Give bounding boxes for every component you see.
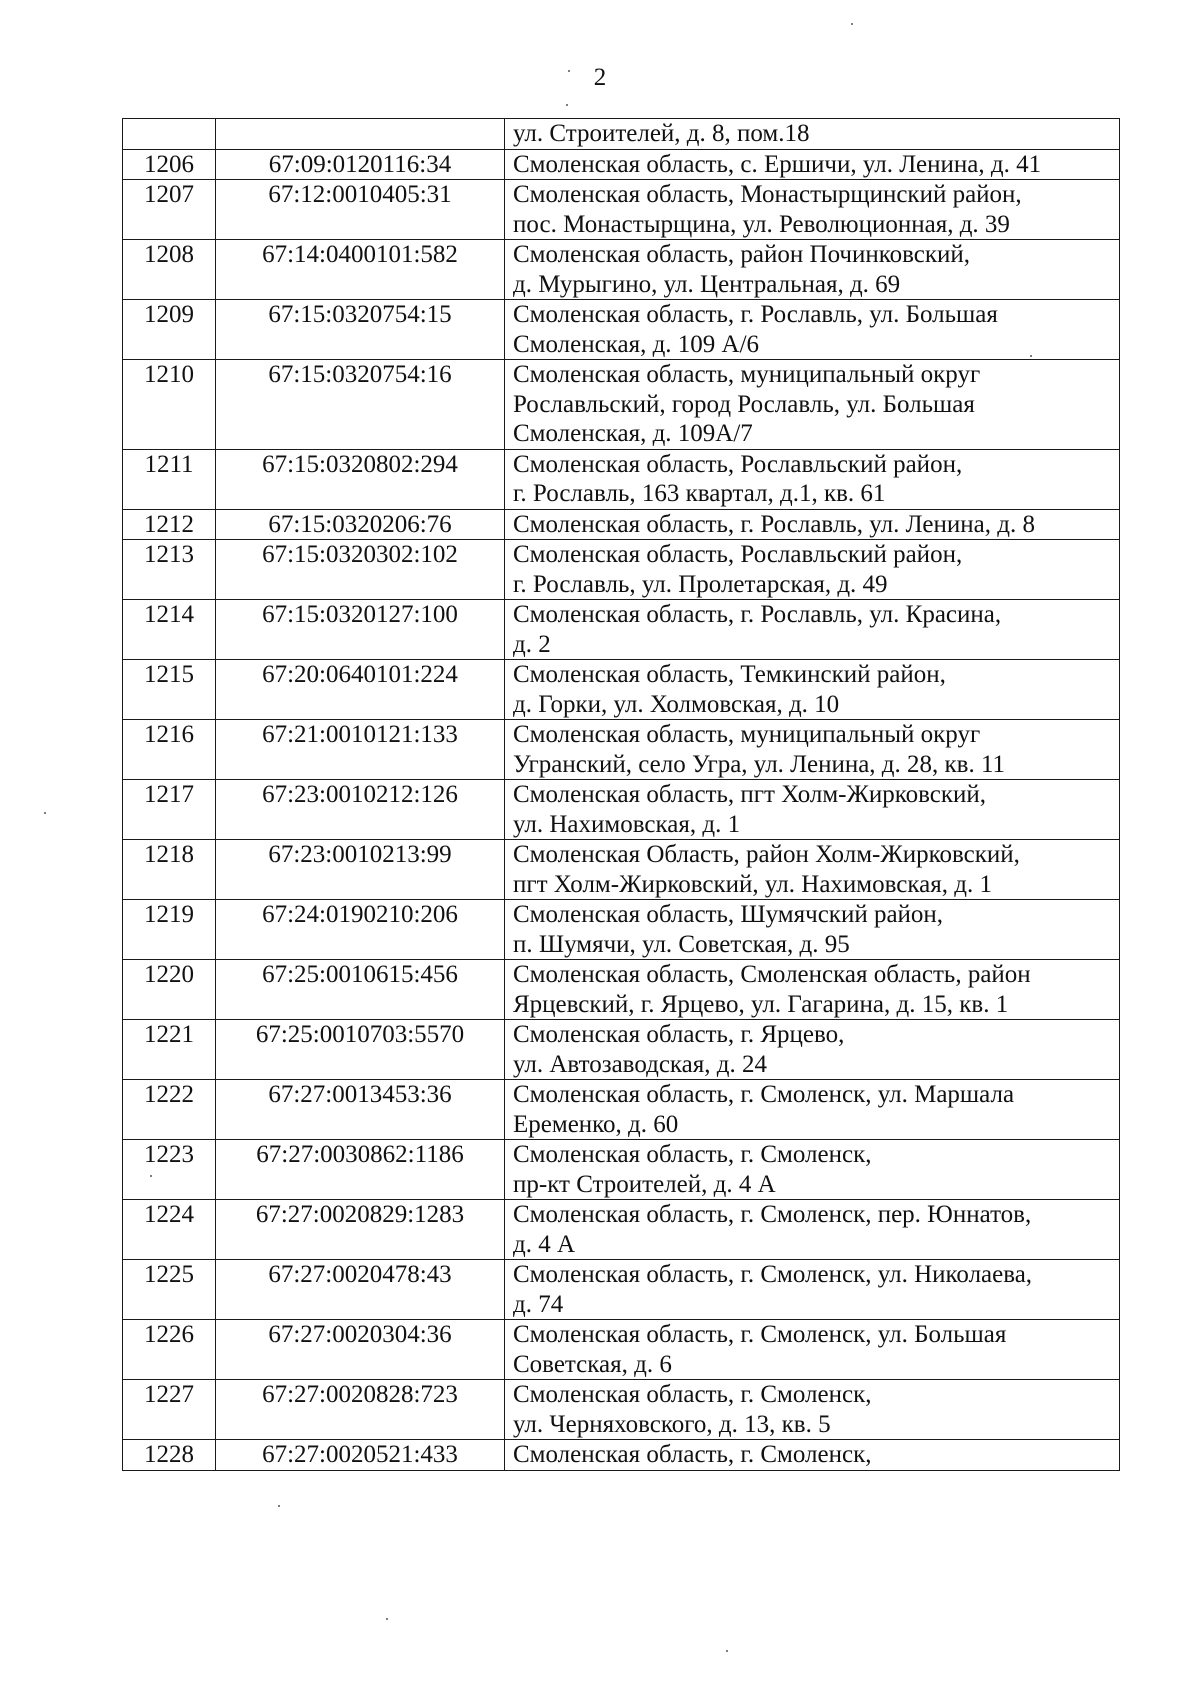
- table-row: [123, 540, 1120, 600]
- cadastral-number-cell: 67:27:0020478:43: [216, 1260, 505, 1320]
- address-line: п. Шумячи, ул. Советская, д. 95: [513, 930, 850, 958]
- address-line: пр-кт Строителей, д. 4 А: [513, 1170, 776, 1198]
- row-number-cell: 1222: [123, 1080, 216, 1140]
- registry-table: [122, 118, 1120, 1471]
- address-cell: [505, 1440, 1120, 1471]
- address-cell: [505, 1320, 1120, 1380]
- address-cell: [505, 1200, 1120, 1260]
- address-line: Смоленская область, Монастырщинский район,: [513, 181, 1022, 208]
- address-line: Смоленская, д. 109 А/6: [513, 330, 760, 358]
- row-number-cell: 1224: [123, 1200, 216, 1260]
- scan-speck: [1030, 355, 1032, 357]
- address-cell: [505, 960, 1120, 1020]
- cadastral-number-cell: [216, 119, 505, 150]
- table-row: [123, 780, 1120, 840]
- address-line: Смоленская область, район Починковский,: [513, 241, 971, 268]
- row-number-cell: 1214: [123, 600, 216, 660]
- row-number-cell: 1227: [123, 1380, 216, 1440]
- row-number-cell: 1213: [123, 540, 216, 600]
- address-cell: [505, 720, 1120, 780]
- address-line: Смоленская область, г. Рославль, ул. Ленина, д. 8: [513, 510, 1035, 538]
- table-row: [123, 1320, 1120, 1380]
- table-row: [123, 1200, 1120, 1260]
- address-line: Смоленская область, пгт Холм-Жирковский,: [513, 781, 987, 808]
- scan-speck: [386, 1618, 388, 1620]
- address-cell: [505, 149, 1120, 180]
- cadastral-number-cell: 67:27:0030862:1186: [216, 1140, 505, 1200]
- scan-speck: [44, 812, 46, 814]
- cadastral-number-cell: 67:27:0013453:36: [216, 1080, 505, 1140]
- address-line: Смоленская область, г. Смоленск, ул. Николаева,: [513, 1261, 1033, 1288]
- address-cell: [505, 660, 1120, 720]
- row-number-cell: 1206: [123, 149, 216, 180]
- address-line: д. Горки, ул. Холмовская, д. 10: [513, 690, 840, 718]
- address-line: Ярцевский, г. Ярцево, ул. Гагарина, д. 15, кв. 1: [513, 990, 1009, 1018]
- address-cell: [505, 1020, 1120, 1080]
- scan-speck: [150, 1175, 152, 1177]
- row-number-cell: 1225: [123, 1260, 216, 1320]
- row-number-cell: [123, 119, 216, 150]
- table-row: [123, 300, 1120, 360]
- table-row: [123, 660, 1120, 720]
- address-line: г. Рославль, 163 квартал, д.1, кв. 61: [513, 480, 886, 507]
- address-line: Смоленская область, с. Ершичи, ул. Ленина, д. 41: [513, 150, 1042, 178]
- address-line: Смоленская область, муниципальный округ: [513, 361, 981, 388]
- row-number-cell: 1215: [123, 660, 216, 720]
- row-number-cell: 1218: [123, 840, 216, 900]
- table-row: [123, 1080, 1120, 1140]
- table-row: [123, 840, 1120, 900]
- address-line: Советская, д. 6: [513, 1350, 672, 1378]
- cadastral-number-cell: 67:23:0010213:99: [216, 840, 505, 900]
- address-line: Смоленская область, Темкинский район,: [513, 661, 946, 688]
- address-line: Смоленская область, г. Смоленск,: [513, 1381, 872, 1408]
- address-cell: [505, 119, 1120, 150]
- table-row: [123, 119, 1120, 150]
- table-row: [123, 240, 1120, 300]
- scan-speck: [726, 1650, 728, 1652]
- cadastral-number-cell: 67:15:0320302:102: [216, 540, 505, 600]
- cadastral-number-cell: 67:15:0320754:15: [216, 300, 505, 360]
- cadastral-number-cell: 67:23:0010212:126: [216, 780, 505, 840]
- table-row: [123, 900, 1120, 960]
- address-line: Смоленская область, г. Ярцево,: [513, 1021, 845, 1048]
- address-cell: [505, 1260, 1120, 1320]
- row-number-cell: 1219: [123, 900, 216, 960]
- table-row: [123, 509, 1120, 540]
- address-line: Рославльский, город Рославль, ул. Большая: [513, 390, 975, 418]
- address-cell: [505, 600, 1120, 660]
- address-line: ул. Строителей, д. 8, пом.18: [513, 120, 810, 147]
- cadastral-number-cell: 67:12:0010405:31: [216, 180, 505, 240]
- table-row: [123, 1140, 1120, 1200]
- row-number-cell: 1216: [123, 720, 216, 780]
- address-line: Смоленская область, Рославльский район,: [513, 541, 963, 568]
- table-row: [123, 360, 1120, 450]
- address-line: Смоленская область, г. Смоленск, пер. Юннатов,: [513, 1201, 1032, 1228]
- address-line: Еременко, д. 60: [513, 1110, 679, 1138]
- address-line: Смоленская область, муниципальный округ: [513, 721, 981, 748]
- address-cell: [505, 449, 1120, 509]
- row-number-cell: 1208: [123, 240, 216, 300]
- address-line: Смоленская область, г. Рославль, ул. Большая: [513, 301, 998, 328]
- address-cell: [505, 780, 1120, 840]
- table-row: [123, 449, 1120, 509]
- table-row: [123, 1380, 1120, 1440]
- address-cell: [505, 360, 1120, 450]
- address-cell: [505, 300, 1120, 360]
- table-row: [123, 180, 1120, 240]
- page-number: 2: [593, 64, 607, 91]
- registry-table-body: [123, 119, 1120, 1471]
- row-number-cell: 1211: [123, 449, 216, 509]
- table-row: [123, 720, 1120, 780]
- table-row: [123, 600, 1120, 660]
- address-line: Угранский, село Угра, ул. Ленина, д. 28, кв. 11: [513, 750, 1006, 778]
- address-line: Смоленская область, г. Смоленск,: [513, 1141, 872, 1168]
- cadastral-number-cell: 67:09:0120116:34: [216, 149, 505, 180]
- row-number-cell: 1210: [123, 360, 216, 450]
- cadastral-number-cell: 67:24:0190210:206: [216, 900, 505, 960]
- address-line: Смоленская область, г. Рославль, ул. Красина,: [513, 601, 1002, 628]
- address-line: ул. Нахимовская, д. 1: [513, 810, 741, 838]
- cadastral-number-cell: 67:14:0400101:582: [216, 240, 505, 300]
- address-cell: [505, 540, 1120, 600]
- cadastral-number-cell: 67:27:0020829:1283: [216, 1200, 505, 1260]
- table-row: [123, 1260, 1120, 1320]
- row-number-cell: 1209: [123, 300, 216, 360]
- table-row: [123, 1440, 1120, 1471]
- address-line: пгт Холм-Жирковский, ул. Нахимовская, д. 1: [513, 870, 992, 898]
- address-line: г. Рославль, ул. Пролетарская, д. 49: [513, 570, 888, 598]
- cadastral-number-cell: 67:27:0020828:723: [216, 1380, 505, 1440]
- address-cell: [505, 180, 1120, 240]
- row-number-cell: 1223: [123, 1140, 216, 1200]
- address-line: д. 2: [513, 630, 551, 658]
- address-line: д. 4 А: [513, 1230, 576, 1258]
- address-line: ул. Черняховского, д. 13, кв. 5: [513, 1410, 831, 1438]
- row-number-cell: 1221: [123, 1020, 216, 1080]
- cadastral-number-cell: 67:27:0020521:433: [216, 1440, 505, 1471]
- row-number-cell: 1226: [123, 1320, 216, 1380]
- address-line: Смоленская область, Смоленская область, район: [513, 961, 1031, 988]
- address-line: Смоленская область, г. Смоленск,: [513, 1441, 872, 1468]
- scan-speck: [278, 1505, 280, 1507]
- scan-speck: [568, 70, 570, 72]
- address-line: Смоленская область, г. Смоленск, ул. Большая: [513, 1321, 1007, 1348]
- cadastral-number-cell: 67:21:0010121:133: [216, 720, 505, 780]
- row-number-cell: 1228: [123, 1440, 216, 1471]
- scan-speck: [566, 104, 568, 106]
- address-cell: [505, 1140, 1120, 1200]
- address-line: д. Мурыгино, ул. Центральная, д. 69: [513, 270, 901, 298]
- cadastral-number-cell: 67:15:0320206:76: [216, 509, 505, 540]
- address-cell: [505, 1080, 1120, 1140]
- cadastral-number-cell: 67:25:0010703:5570: [216, 1020, 505, 1080]
- address-line: д. 74: [513, 1290, 564, 1318]
- row-number-cell: 1207: [123, 180, 216, 240]
- cadastral-number-cell: 67:20:0640101:224: [216, 660, 505, 720]
- table-row: [123, 149, 1120, 180]
- row-number-cell: 1220: [123, 960, 216, 1020]
- address-line: ул. Автозаводская, д. 24: [513, 1050, 767, 1078]
- address-line: Смоленская Область, район Холм-Жирковский,: [513, 841, 1020, 868]
- address-line: Смоленская область, г. Смоленск, ул. Маршала: [513, 1081, 1015, 1108]
- row-number-cell: 1217: [123, 780, 216, 840]
- address-line: пос. Монастырщина, ул. Революционная, д. 39: [513, 210, 1010, 238]
- address-cell: [505, 840, 1120, 900]
- address-cell: [505, 900, 1120, 960]
- cadastral-number-cell: 67:27:0020304:36: [216, 1320, 505, 1380]
- address-cell: [505, 1380, 1120, 1440]
- address-line: Смоленская, д. 109А/7: [513, 420, 753, 447]
- row-number-cell: 1212: [123, 509, 216, 540]
- cadastral-number-cell: 67:15:0320802:294: [216, 449, 505, 509]
- cadastral-number-cell: 67:15:0320127:100: [216, 600, 505, 660]
- address-line: Смоленская область, Шумячский район,: [513, 901, 944, 928]
- cadastral-number-cell: 67:25:0010615:456: [216, 960, 505, 1020]
- address-line: Смоленская область, Рославльский район,: [513, 450, 963, 478]
- scan-speck: [851, 23, 853, 25]
- table-row: [123, 960, 1120, 1020]
- cadastral-number-cell: 67:15:0320754:16: [216, 360, 505, 450]
- address-cell: [505, 240, 1120, 300]
- table-row: [123, 1020, 1120, 1080]
- address-cell: [505, 509, 1120, 540]
